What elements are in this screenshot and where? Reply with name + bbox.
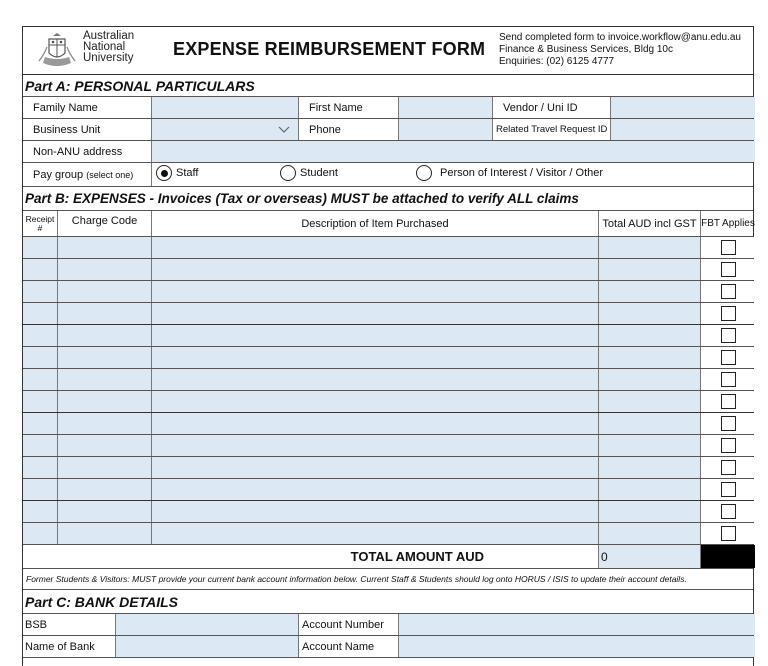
col-total: Total AUD incl GST	[599, 211, 701, 236]
radio-staff[interactable]: Staff	[156, 165, 198, 181]
description-field[interactable]	[152, 259, 599, 280]
fbt-cell	[701, 259, 755, 280]
total-field[interactable]	[599, 237, 701, 258]
expense-row	[23, 303, 753, 325]
total-blackout	[701, 545, 755, 568]
charge-code-field[interactable]	[58, 259, 152, 280]
non-anu-address-label: Non-ANU address	[23, 141, 152, 162]
receipt-field[interactable]	[23, 325, 58, 346]
fbt-checkbox[interactable]	[721, 262, 736, 277]
radio-student[interactable]: Student	[280, 165, 338, 181]
total-field[interactable]	[599, 501, 701, 522]
col-description: Description of Item Purchased	[152, 211, 599, 236]
total-field[interactable]	[599, 391, 701, 412]
expense-row	[23, 347, 753, 369]
description-field[interactable]	[152, 457, 599, 478]
row-names	[23, 97, 753, 119]
total-field[interactable]	[599, 413, 701, 434]
vendor-field[interactable]	[611, 97, 755, 118]
charge-code-field[interactable]	[58, 347, 152, 368]
total-field[interactable]	[599, 303, 701, 324]
account-name-label: Account Name	[299, 636, 399, 657]
total-label: TOTAL AMOUNT AUD	[23, 545, 599, 568]
total-field[interactable]	[599, 347, 701, 368]
part-b-heading: Part B: EXPENSES - Invoices (Tax or overseas) MUST be attached to verify ALL claims	[23, 187, 753, 211]
receipt-field[interactable]	[23, 281, 58, 302]
description-field[interactable]	[152, 325, 599, 346]
expense-row	[23, 369, 753, 391]
part-c-heading: Part C: BANK DETAILS	[23, 590, 753, 614]
fbt-cell	[701, 435, 755, 456]
receipt-field[interactable]	[23, 259, 58, 280]
receipt-field[interactable]	[23, 347, 58, 368]
description-field[interactable]	[152, 391, 599, 412]
receipt-field[interactable]	[23, 479, 58, 500]
charge-code-field[interactable]	[58, 457, 152, 478]
university-name: Australian National University	[83, 30, 135, 64]
fbt-cell	[701, 501, 755, 522]
receipt-field[interactable]	[23, 237, 58, 258]
part-a-heading: Part A: PERSONAL PARTICULARS	[23, 75, 753, 97]
row-pay-group	[23, 163, 753, 187]
first-name-label: First Name	[299, 97, 399, 118]
charge-code-field[interactable]	[58, 479, 152, 500]
chevron-down-icon	[278, 126, 290, 134]
fbt-cell	[701, 413, 755, 434]
radio-unselected-icon	[416, 165, 432, 181]
fbt-checkbox[interactable]	[721, 328, 736, 343]
description-field[interactable]	[152, 281, 599, 302]
fbt-cell	[701, 303, 755, 324]
description-field[interactable]	[152, 479, 599, 500]
account-name-field[interactable]	[399, 636, 755, 657]
charge-code-field[interactable]	[58, 237, 152, 258]
description-field[interactable]	[152, 523, 599, 544]
fbt-checkbox[interactable]	[721, 526, 736, 541]
row-address	[23, 141, 753, 163]
charge-code-field[interactable]	[58, 435, 152, 456]
description-field[interactable]	[152, 347, 599, 368]
radio-unselected-icon	[280, 165, 296, 181]
radio-selected-icon	[156, 165, 172, 181]
total-field[interactable]	[599, 325, 701, 346]
fbt-checkbox[interactable]	[721, 438, 736, 453]
fbt-checkbox[interactable]	[721, 482, 736, 497]
expense-row	[23, 523, 753, 545]
business-unit-label: Business Unit	[23, 119, 152, 140]
row-bank-name	[23, 636, 753, 658]
total-field[interactable]	[599, 369, 701, 390]
anu-crest-icon	[35, 33, 79, 69]
total-field[interactable]	[599, 259, 701, 280]
description-field[interactable]	[152, 501, 599, 522]
charge-code-field[interactable]	[58, 523, 152, 544]
fbt-checkbox[interactable]	[721, 460, 736, 475]
fbt-checkbox[interactable]	[721, 350, 736, 365]
bank-note: Former Students & Visitors: MUST provide your current bank account information below. Current Staff & Students should log onto HORUS / ISIS to update their account details.	[23, 569, 753, 590]
fbt-checkbox[interactable]	[721, 240, 736, 255]
expense-form	[22, 26, 754, 666]
total-field[interactable]	[599, 435, 701, 456]
expense-row	[23, 413, 753, 435]
pay-group-options	[152, 163, 755, 186]
description-field[interactable]	[152, 237, 599, 258]
fbt-checkbox[interactable]	[721, 306, 736, 321]
bank-name-label: Name of Bank	[23, 636, 116, 657]
total-field[interactable]	[599, 479, 701, 500]
radio-person-of-interest[interactable]: Person of Interest / Visitor / Other	[416, 165, 603, 181]
expense-row	[23, 457, 753, 479]
fbt-cell	[701, 391, 755, 412]
receipt-field[interactable]	[23, 413, 58, 434]
bank-name-field[interactable]	[116, 636, 299, 657]
expenses-table-header	[23, 211, 753, 237]
related-travel-field[interactable]	[611, 119, 755, 140]
pay-group-label: Pay group (select one)	[23, 163, 152, 186]
description-field[interactable]	[152, 369, 599, 390]
receipt-field[interactable]	[23, 435, 58, 456]
row-business	[23, 119, 753, 141]
vendor-label: Vendor / Uni ID	[493, 97, 611, 118]
bsb-field[interactable]	[116, 614, 299, 635]
account-number-label: Account Number	[299, 614, 399, 635]
related-travel-label: Related Travel Request ID	[493, 119, 611, 140]
family-name-label: Family Name	[23, 97, 152, 118]
expense-row	[23, 501, 753, 523]
receipt-field[interactable]	[23, 303, 58, 324]
phone-field[interactable]	[399, 119, 493, 140]
fbt-cell	[701, 523, 755, 544]
charge-code-field[interactable]	[58, 501, 152, 522]
total-field[interactable]	[599, 457, 701, 478]
description-field[interactable]	[152, 303, 599, 324]
receipt-field[interactable]	[23, 369, 58, 390]
fbt-checkbox[interactable]	[721, 416, 736, 431]
bsb-label: BSB	[23, 614, 116, 635]
family-name-field[interactable]	[152, 97, 299, 118]
expense-row	[23, 259, 753, 281]
business-unit-select[interactable]	[152, 119, 299, 140]
total-amount: 0	[599, 545, 701, 568]
fbt-cell	[701, 457, 755, 478]
charge-code-field[interactable]	[58, 413, 152, 434]
fbt-checkbox[interactable]	[721, 394, 736, 409]
fbt-cell	[701, 237, 755, 258]
description-field[interactable]	[152, 413, 599, 434]
fbt-cell	[701, 369, 755, 390]
receipt-field[interactable]	[23, 501, 58, 522]
total-row	[23, 545, 753, 569]
col-charge-code: Charge Code	[58, 211, 152, 236]
row-bsb	[23, 614, 753, 636]
total-field[interactable]	[599, 281, 701, 302]
form-title: EXPENSE REIMBURSEMENT FORM	[173, 39, 486, 59]
fbt-cell	[701, 347, 755, 368]
account-number-field[interactable]	[399, 614, 755, 635]
expense-row	[23, 281, 753, 303]
fbt-cell	[701, 325, 755, 346]
receipt-field[interactable]	[23, 391, 58, 412]
fbt-cell	[701, 281, 755, 302]
receipt-field[interactable]	[23, 523, 58, 544]
non-anu-address-field[interactable]	[152, 141, 755, 162]
contact-info: Send completed form to invoice.workflow@anu.edu.au Finance & Business Services, Bldg 10c Enquiries: (02) 6125 4777	[499, 32, 741, 67]
phone-label: Phone	[299, 119, 399, 140]
receipt-field[interactable]	[23, 457, 58, 478]
expense-row	[23, 435, 753, 457]
charge-code-field[interactable]	[58, 325, 152, 346]
charge-code-field[interactable]	[58, 303, 152, 324]
fbt-checkbox[interactable]	[721, 372, 736, 387]
col-fbt: FBT Applies	[701, 218, 755, 229]
fbt-cell	[701, 479, 755, 500]
fbt-checkbox[interactable]	[721, 284, 736, 299]
first-name-field[interactable]	[399, 97, 493, 118]
form-header	[23, 27, 753, 75]
charge-code-field[interactable]	[58, 369, 152, 390]
expense-row	[23, 237, 753, 259]
charge-code-field[interactable]	[58, 391, 152, 412]
charge-code-field[interactable]	[58, 281, 152, 302]
total-field[interactable]	[599, 523, 701, 544]
description-field[interactable]	[152, 435, 599, 456]
expense-row	[23, 479, 753, 501]
expense-row	[23, 391, 753, 413]
expense-row	[23, 325, 753, 347]
col-receipt: Receipt #	[23, 211, 58, 236]
fbt-checkbox[interactable]	[721, 504, 736, 519]
